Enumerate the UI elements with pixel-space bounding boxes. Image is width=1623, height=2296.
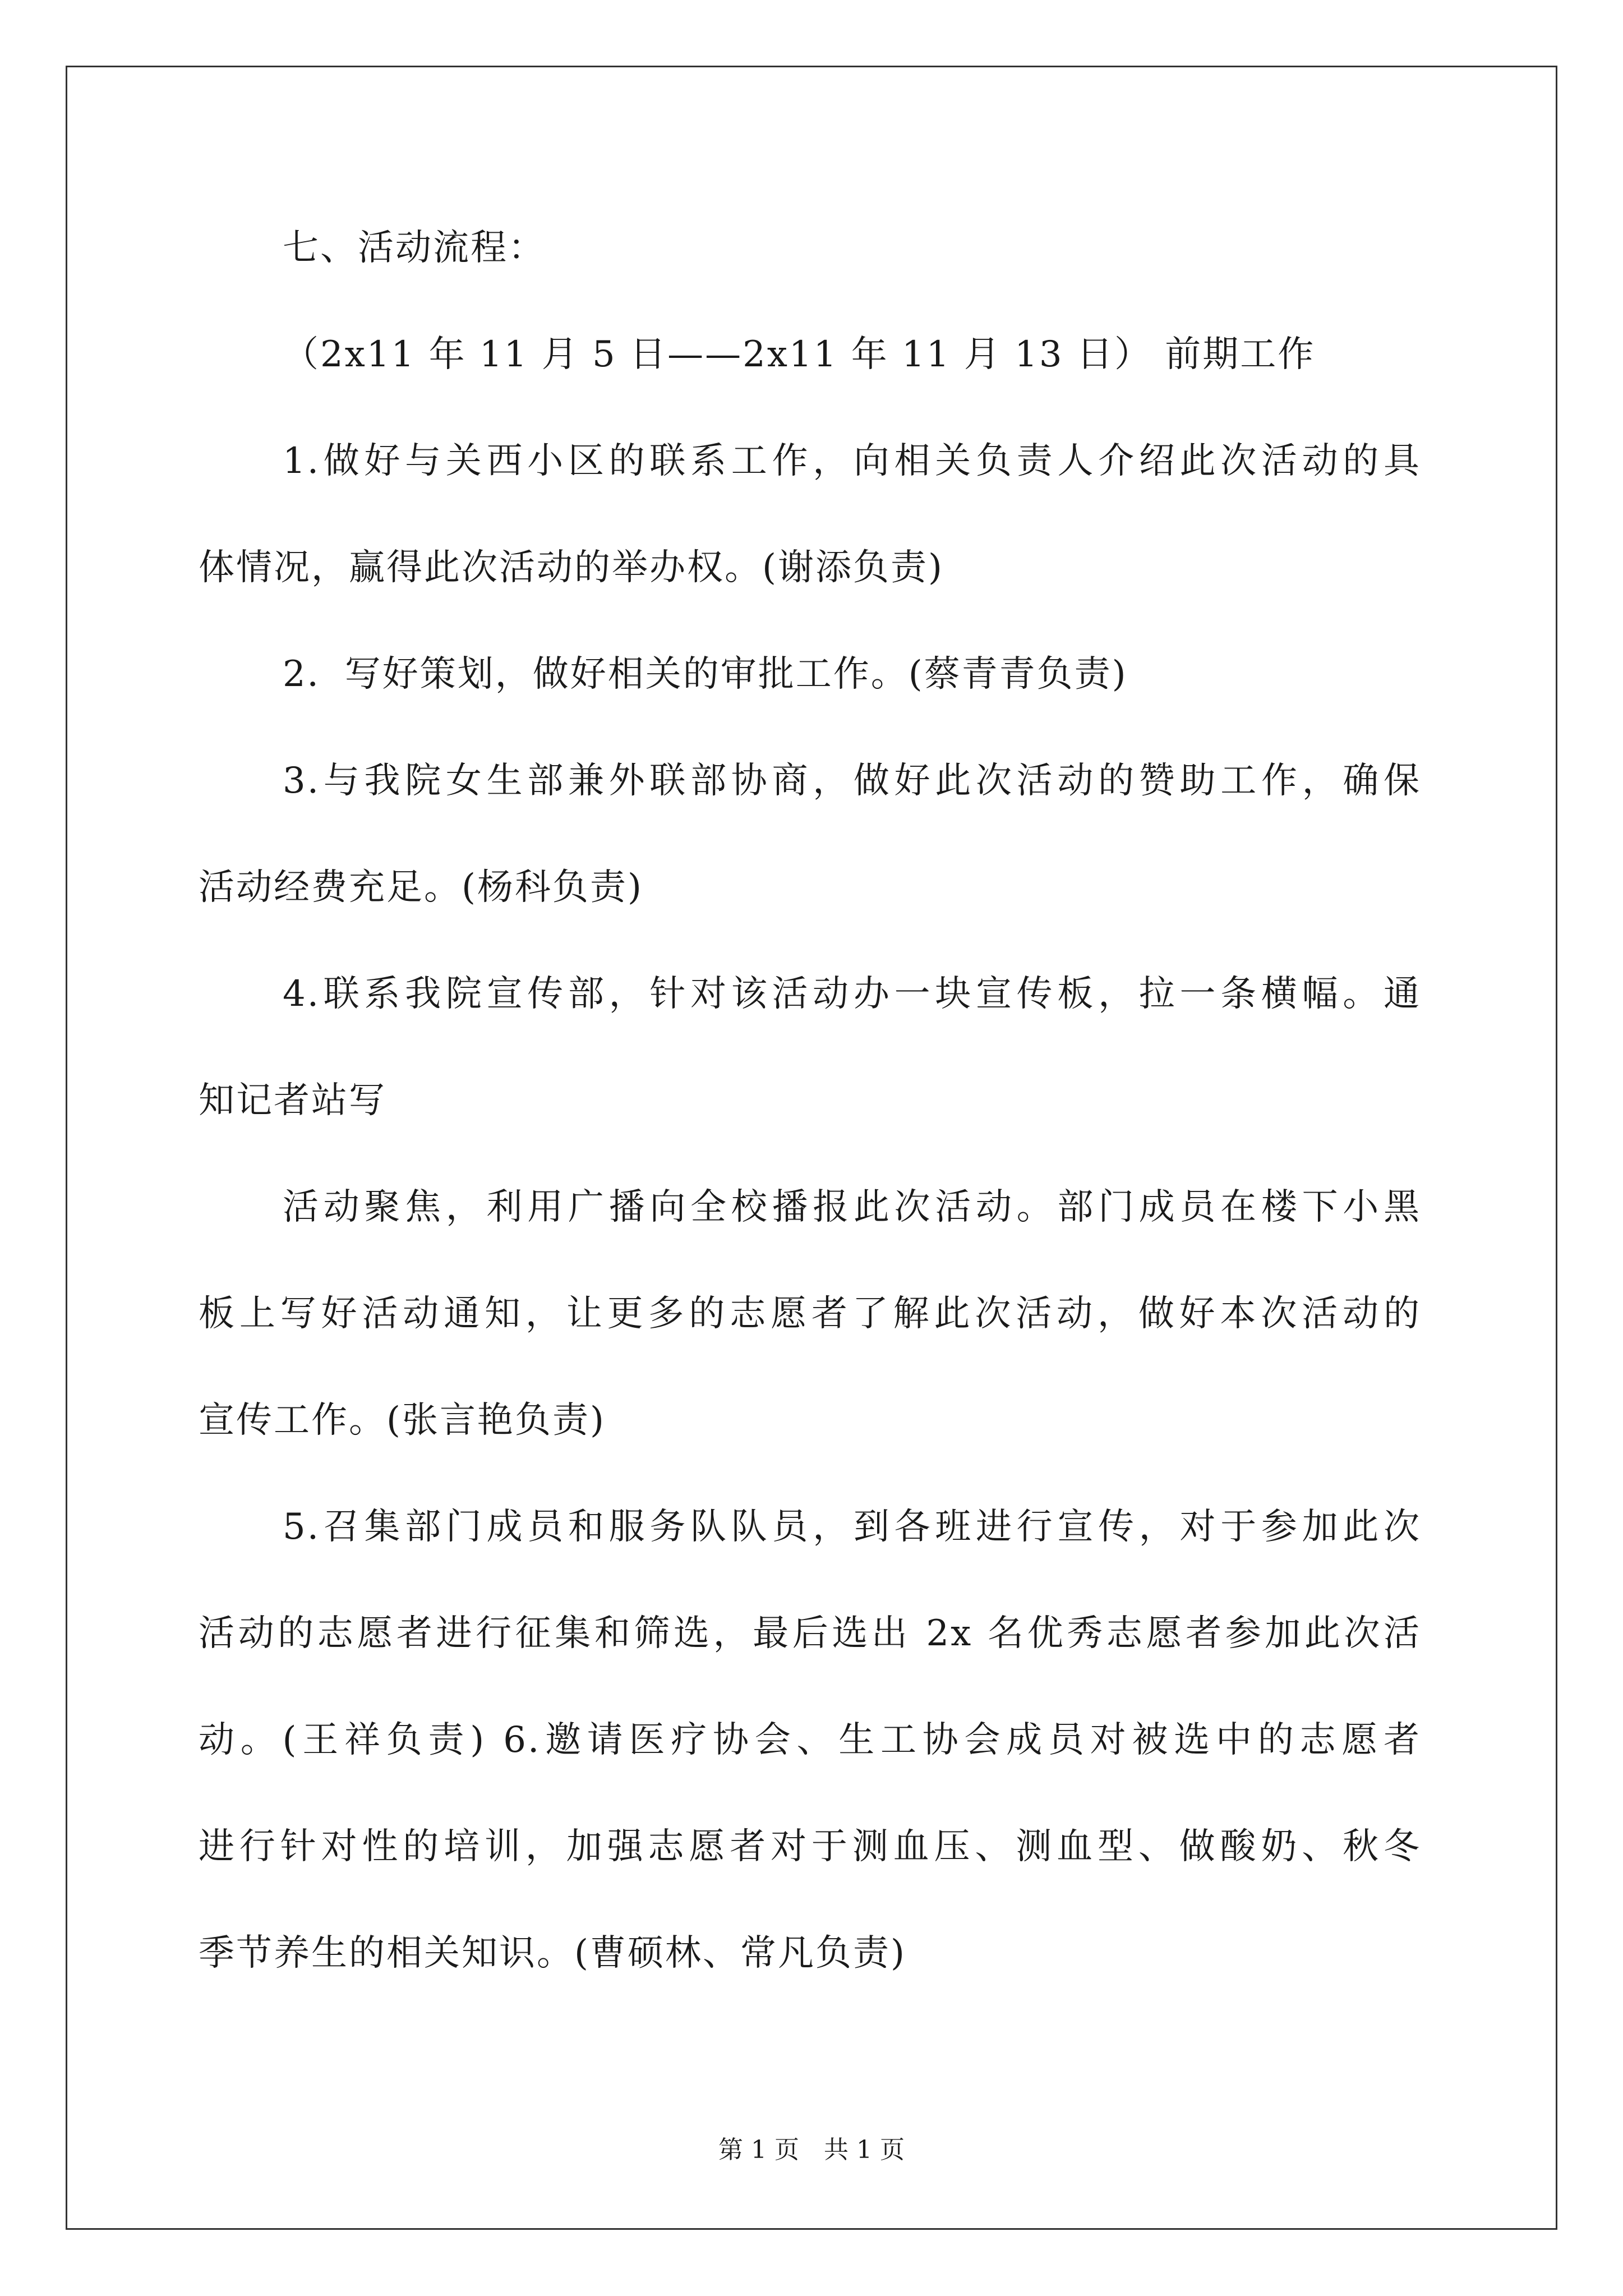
paragraph-line: 4.联系我院宣传部，针对该活动办一块宣传板，拉一条横幅。通 [283,973,1421,1015]
paragraph-line: 5.召集部门成员和服务队队员，到各班进行宣传，对于参加此次 [283,1506,1421,1548]
paragraph-line: 活动的志愿者进行征集和筛选，最后选出 2x 名优秀志愿者参加此次活 [199,1613,1421,1654]
paragraph-line: 进行针对性的培训，加强志愿者对于测血压、测血型、做酸奶、秋冬 [199,1826,1421,1867]
paragraph-line: 板上写好活动通知，让更多的志愿者了解此次活动，做好本次活动的 [199,1293,1421,1335]
page-border [66,66,1557,2230]
paragraph-line: 3.与我院女生部兼外联部协商，做好此次活动的赞助工作，确保 [283,760,1421,802]
section-heading: 七、活动流程： [283,227,546,269]
paragraph-line: 1.做好与关西小区的联系工作，向相关负责人介绍此次活动的具 [283,440,1421,482]
paragraph-line: 活动聚焦，利用广播向全校播报此次活动。部门成员在楼下小黑 [283,1186,1421,1228]
paragraph-line: 体情况，赢得此次活动的举办权。(谢添负责) [199,547,944,588]
paragraph-line: 宣传工作。(张言艳负责) [199,1400,606,1441]
paragraph-line: 活动经费充足。(杨科负责) [199,867,643,908]
page-number-footer: 第 1 页 共 1 页 [718,2136,905,2164]
paragraph-line: 季节养生的相关知识。(曹硕林、常凡负责) [199,1932,906,1974]
date-range-line: （2x11 年 11 月 5 日——2x11 年 11 月 13 日） 前期工作 [283,334,1316,375]
paragraph-line: 2．写好策划，做好相关的审批工作。(蔡青青负责) [283,654,1128,695]
paragraph-line: 知记者站写 [199,1080,386,1121]
paragraph-line: 动。(王祥负责) 6.邀请医疗协会、生工协会成员对被选中的志愿者 [199,1719,1421,1761]
